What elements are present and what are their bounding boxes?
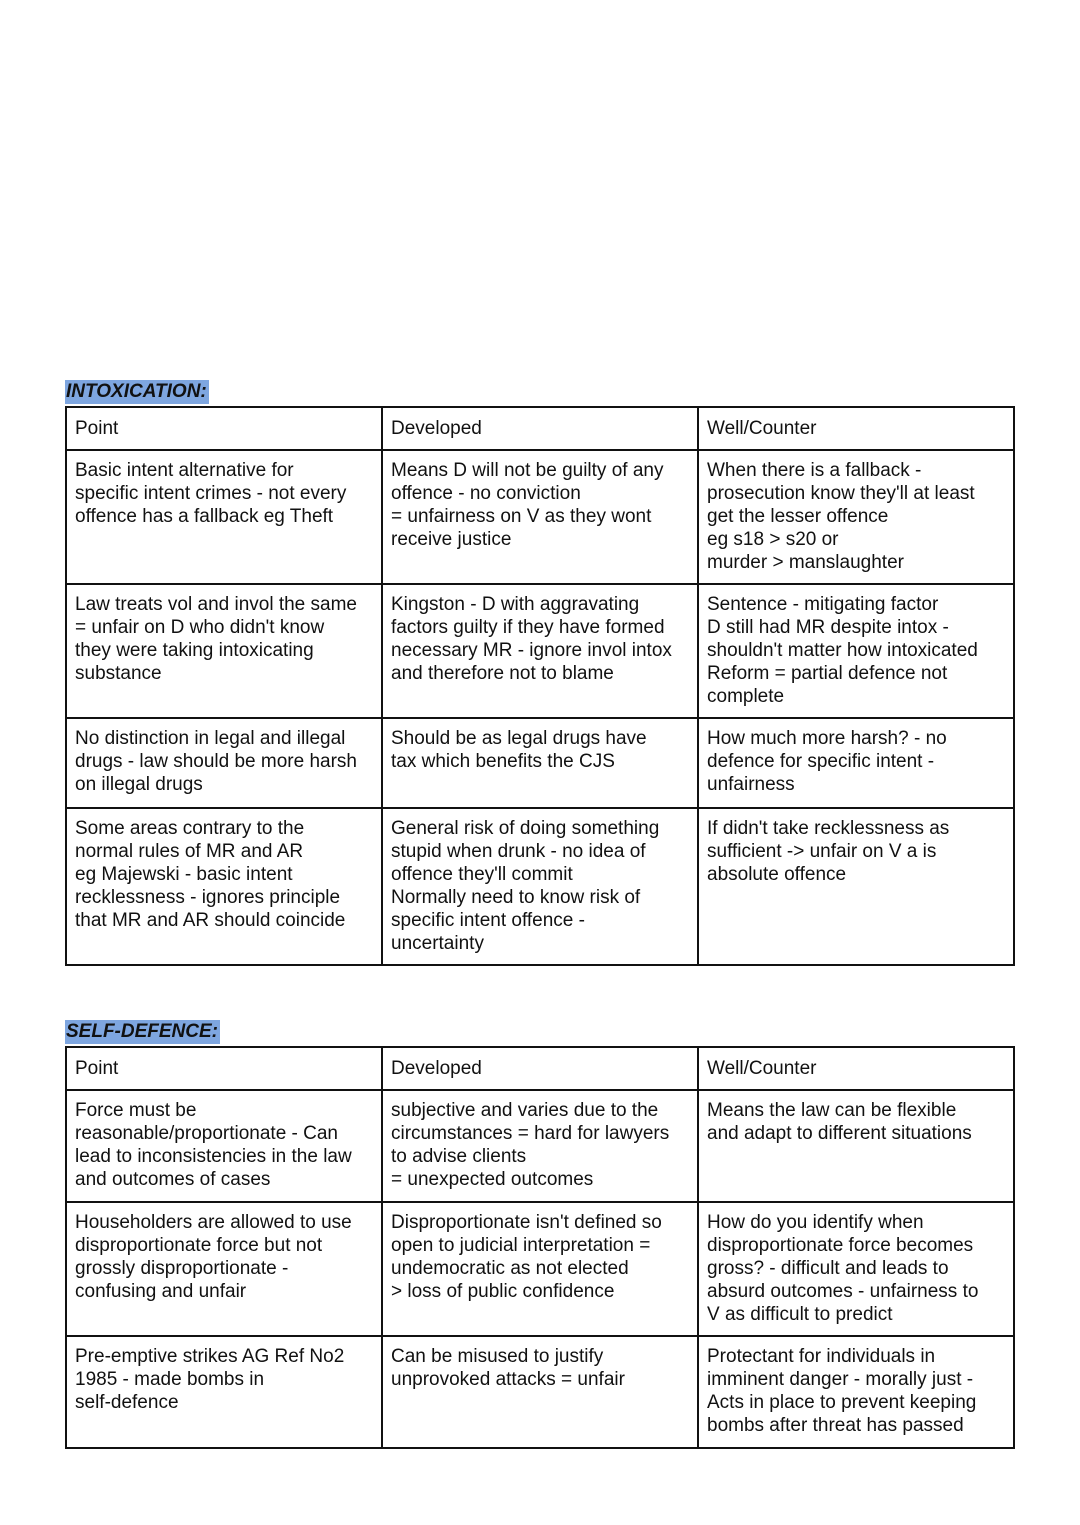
table-row bbox=[66, 584, 1014, 718]
cell-well-counter: Means the law can be flexible and adapt to different situations bbox=[698, 1090, 1014, 1202]
table-row bbox=[66, 718, 1014, 808]
column-header-developed: Developed bbox=[382, 1047, 698, 1090]
cell-developed: subjective and varies due to the circumstances = hard for lawyers to advise clients = unexpected outcomes bbox=[382, 1090, 698, 1202]
cell-developed: General risk of doing something stupid when drunk - no idea of offence they'll commit Normally need to know risk of specific intent offence - uncertainty bbox=[382, 808, 698, 965]
cell-developed: Can be misused to justify unprovoked attacks = unfair bbox=[382, 1336, 698, 1448]
table-row bbox=[66, 1202, 1014, 1336]
cell-point: Some areas contrary to the normal rules of MR and AR eg Majewski - basic intent recklessness - ignores principle that MR and AR should coincide bbox=[66, 808, 382, 965]
column-header-well-counter: Well/Counter bbox=[698, 1047, 1014, 1090]
column-header-point: Point bbox=[66, 407, 382, 450]
self-defence-heading: SELF-DEFENCE: bbox=[66, 1021, 218, 1042]
self-defence-table bbox=[65, 1046, 1015, 1449]
cell-point: Law treats vol and invol the same = unfair on D who didn't know they were taking intoxicating substance bbox=[66, 584, 382, 718]
cell-point: No distinction in legal and illegal drugs - law should be more harsh on illegal drugs bbox=[66, 718, 382, 808]
cell-developed: Should be as legal drugs have tax which benefits the CJS bbox=[382, 718, 698, 808]
column-header-point: Point bbox=[66, 1047, 382, 1090]
table-row bbox=[66, 450, 1014, 584]
cell-developed: Means D will not be guilty of any offence - no conviction = unfairness on V as they wont receive justice bbox=[382, 450, 698, 584]
intoxication-table bbox=[65, 406, 1015, 966]
table-row bbox=[66, 808, 1014, 965]
cell-well-counter: How much more harsh? - no defence for specific intent - unfairness bbox=[698, 718, 1014, 808]
cell-developed: Disproportionate isn't defined so open to judicial interpretation = undemocratic as not elected > loss of public confidence bbox=[382, 1202, 698, 1336]
table-header-row bbox=[66, 407, 1014, 450]
cell-developed: Kingston - D with aggravating factors guilty if they have formed necessary MR - ignore invol intox and therefore not to blame bbox=[382, 584, 698, 718]
self-defence-section bbox=[65, 1020, 1013, 1449]
column-header-developed: Developed bbox=[382, 407, 698, 450]
cell-point: Pre-emptive strikes AG Ref No2 1985 - made bombs in self-defence bbox=[66, 1336, 382, 1448]
cell-well-counter: Sentence - mitigating factor D still had MR despite intox - shouldn't matter how intoxicated Reform = partial defence not complete bbox=[698, 584, 1014, 718]
table-row bbox=[66, 1336, 1014, 1448]
table-header-row bbox=[66, 1047, 1014, 1090]
intoxication-section bbox=[65, 380, 1013, 966]
cell-point: Basic intent alternative for specific intent crimes - not every offence has a fallback eg Theft bbox=[66, 450, 382, 584]
cell-well-counter: If didn't take recklessness as sufficient -> unfair on V a is absolute offence bbox=[698, 808, 1014, 965]
table-row bbox=[66, 1090, 1014, 1202]
cell-well-counter: Protectant for individuals in imminent danger - morally just - Acts in place to prevent keeping bombs after threat has passed bbox=[698, 1336, 1014, 1448]
column-header-well-counter: Well/Counter bbox=[698, 407, 1014, 450]
cell-well-counter: When there is a fallback - prosecution know they'll at least get the lesser offence eg s18 > s20 or murder > manslaughter bbox=[698, 450, 1014, 584]
intoxication-heading: INTOXICATION: bbox=[66, 381, 207, 402]
cell-point: Force must be reasonable/proportionate - Can lead to inconsistencies in the law and outcomes of cases bbox=[66, 1090, 382, 1202]
cell-well-counter: How do you identify when disproportionate force becomes gross? - difficult and leads to absurd outcomes - unfairness to V as difficult to predict bbox=[698, 1202, 1014, 1336]
cell-point: Householders are allowed to use disproportionate force but not grossly disproportionate - confusing and unfair bbox=[66, 1202, 382, 1336]
